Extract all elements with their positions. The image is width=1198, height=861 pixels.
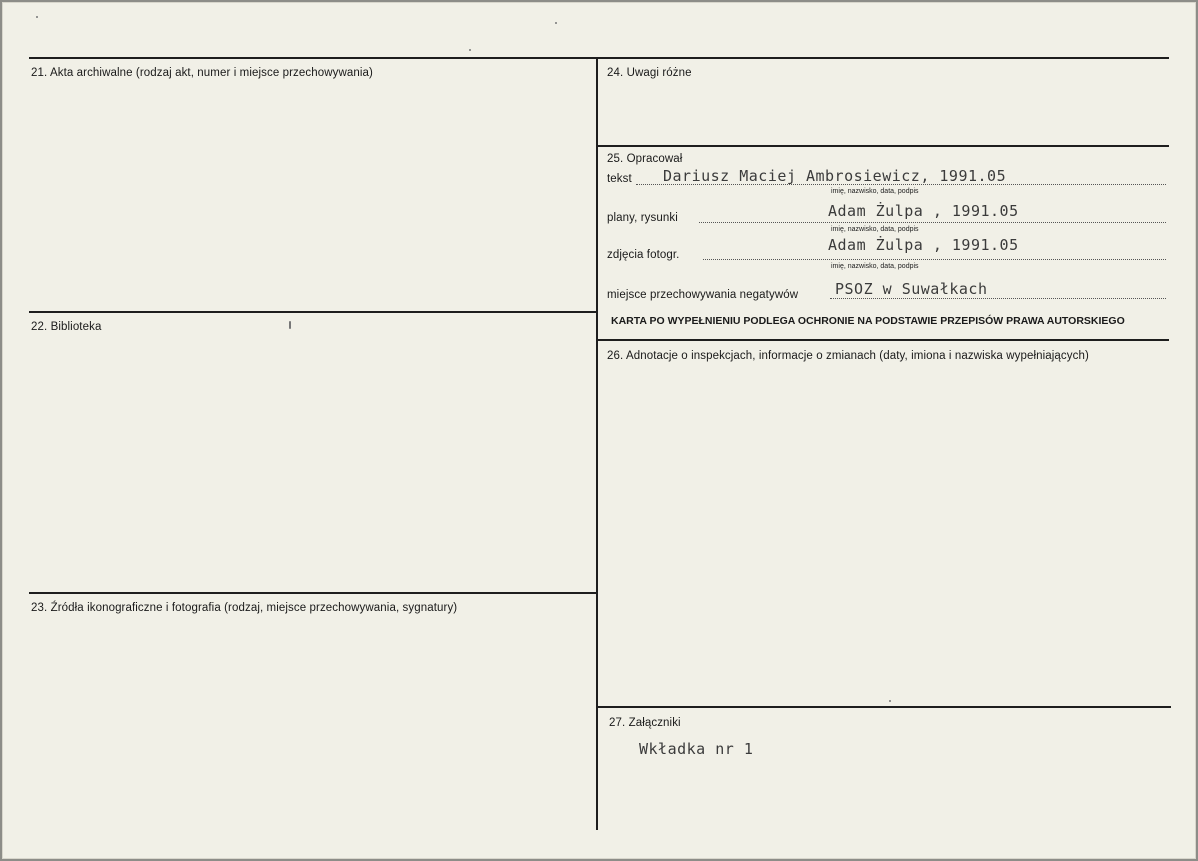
rule-26-27 (597, 706, 1171, 708)
negatywy-dotline (830, 298, 1166, 299)
zdjecia-hint: imię, nazwisko, data, podpis (831, 263, 919, 270)
plany-dotline (699, 222, 1166, 223)
attachment-value: Wkładka nr 1 (639, 740, 754, 758)
scan-speck (889, 700, 891, 702)
plany-value: Adam Żulpa , 1991.05 (828, 202, 1019, 220)
plany-label: plany, rysunki (607, 212, 678, 224)
tekst-value: Dariusz Maciej Ambrosiewicz, 1991.05 (663, 167, 1007, 185)
scan-speck (36, 16, 38, 18)
zdjecia-dotline (703, 259, 1166, 260)
section-26-label: 26. Adnotacje o inspekcjach, informacje o zmianach (daty, imiona i nazwiska wypełniających) (607, 350, 1089, 362)
section-22-label: 22. Biblioteka (31, 321, 102, 333)
rule-24-25 (597, 145, 1169, 147)
tekst-label: tekst (607, 173, 632, 185)
zdjecia-value: Adam Żulpa , 1991.05 (828, 236, 1019, 254)
center-divider (596, 58, 598, 830)
negatywy-label: miejsce przechowywania negatywów (607, 289, 799, 301)
rule-22-23 (29, 592, 597, 594)
form-card (2, 2, 1196, 859)
tekst-hint: imię, nazwisko, data, podpis (831, 188, 919, 195)
zdjecia-label: zdjęcia fotogr. (607, 249, 680, 261)
section-21-label: 21. Akta archiwalne (rodzaj akt, numer i miejsce przechowywania) (31, 67, 373, 79)
negatywy-value: PSOZ w Suwałkach (835, 280, 988, 298)
plany-hint: imię, nazwisko, data, podpis (831, 226, 919, 233)
scan-speck (289, 321, 291, 329)
section-25-label: 25. Opracował (607, 153, 683, 165)
top-rule (29, 57, 1169, 59)
rule-25-26 (597, 339, 1169, 341)
copyright-notice: KARTA PO WYPEŁNIENIU PODLEGA OCHRONIE NA PODSTAWIE PRZEPISÓW PRAWA AUTORSKIEGO (611, 315, 1125, 327)
section-27-label: 27. Załączniki (609, 717, 681, 729)
rule-21-22 (29, 311, 597, 313)
section-23-label: 23. Źródła ikonograficzne i fotografia (rodzaj, miejsce przechowywania, sygnatury) (31, 602, 458, 614)
section-24-label: 24. Uwagi różne (607, 67, 692, 79)
scan-speck (469, 49, 471, 51)
scan-speck (555, 22, 557, 24)
